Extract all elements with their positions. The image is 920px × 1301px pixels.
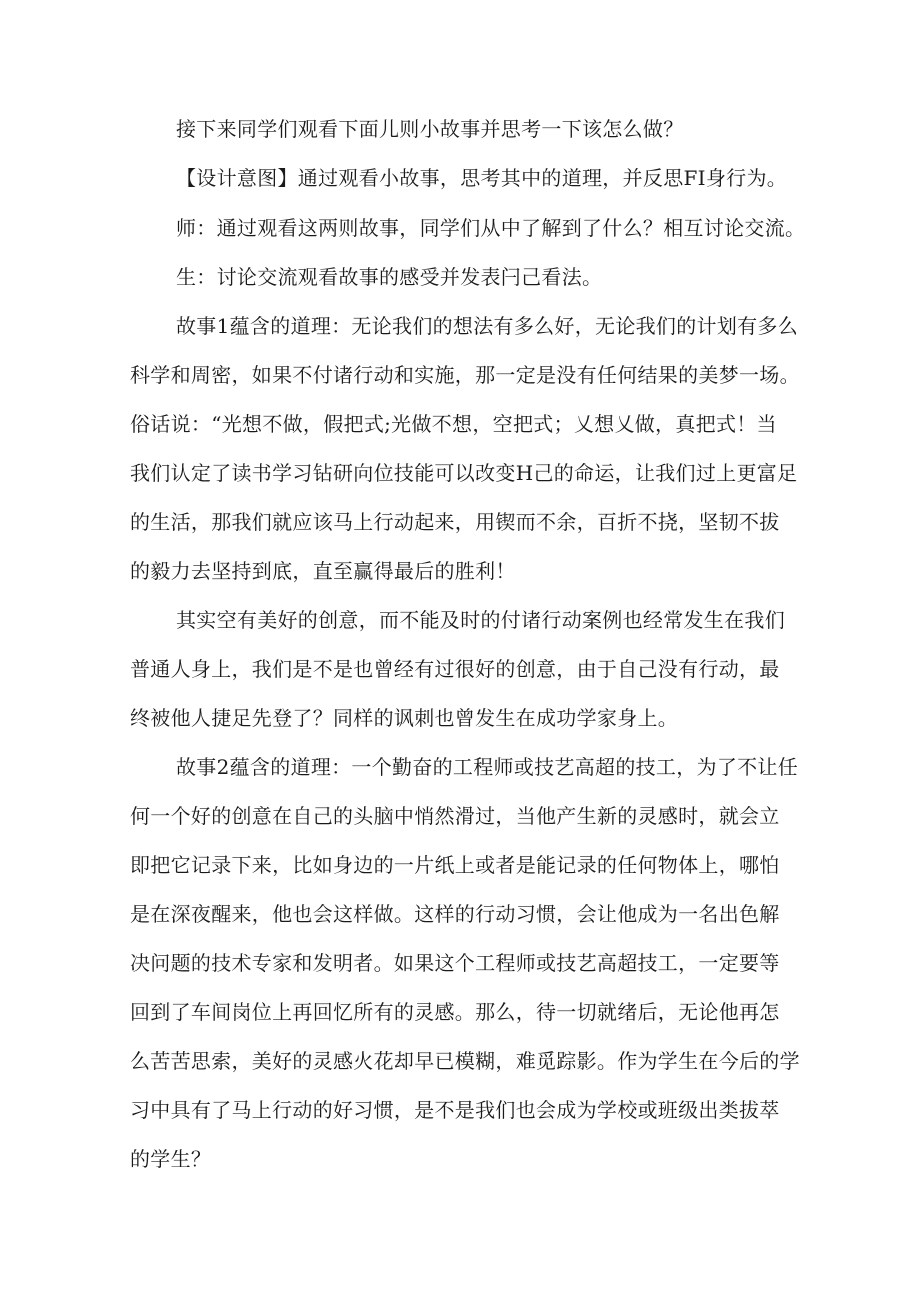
text-line: 故事2蕴含的道理：一个勤奋的工程师或技艺高超的技工，为了不让任	[176, 755, 799, 779]
paragraph-empty-ideas	[130, 596, 790, 743]
text-line: 其实空有美好的创意，而不能及时的付诸行动案例也经常发生在我们	[176, 608, 785, 632]
text-line: 普通人身上，我们是不是也曾经有过很好的创意，由于自己没有行动，最	[130, 657, 780, 681]
text-line: 俗话说：“光想不做，假把式;光做不想，空把式；乂想乂做，真把式！当	[130, 412, 777, 436]
text-line: 的学生？	[130, 1147, 212, 1171]
text-line: 么苦苦思索，美好的灵感火花却早已模糊，难觅踪影。作为学生在今后的学	[130, 1049, 800, 1073]
text-line: 的毅力去坚持到底，直至赢得最后的胜利！	[130, 559, 516, 583]
paragraph-story-1	[130, 302, 800, 596]
paragraph-teacher	[130, 204, 806, 253]
paragraph-story-2	[130, 743, 800, 1184]
paragraph-student	[130, 253, 790, 302]
text-line: 是在深夜醒来，他也会这样做。这样的行动习惯，会让他成为一名出色解	[130, 902, 780, 926]
text-line: 何一个好的创意在自己的头脑中悄然滑过，当他产生新的灵感时，就会立	[130, 804, 780, 828]
text-line: 即把它记录下来，比如身边的一片纸上或者是能记录的任何物体上，哪怕	[130, 853, 780, 877]
text-line: 决问题的技术专家和发明者。如果这个工程师或技艺高超技工，一定要等	[130, 951, 780, 975]
text-line: 回到了车间岗位上再回忆所有的灵感。那么，待一切就绪后，无论他再怎	[130, 1000, 780, 1024]
text-line: 终被他人捷足先登了？同样的讽刺也曾发生在成功学家身上。	[130, 706, 679, 730]
paragraph-intro	[130, 105, 790, 154]
text-line: 我们认定了读书学习钻研向位技能可以改变H己的命运，让我们过上更富足	[130, 461, 798, 485]
text-line: 习中具有了马上行动的好习惯，是不是我们也会成为学校或班级出类拔萃	[130, 1098, 780, 1122]
paragraph-design-intent	[130, 154, 790, 203]
text-line: 生：讨论交流观看故事的感受并发表闩己看法。	[176, 265, 603, 289]
text-line: 【设计意图】通过观看小故事，思考其中的道理，并反思FI身行为。	[176, 166, 788, 190]
text-line: 师：通过观看这两则故事，同学们从中了解到了什么？相互讨论交流。	[176, 216, 806, 240]
text-line: 接下来同学们观看下面儿则小故事并思考一下该怎么做？	[176, 117, 684, 141]
text-line: 故事1蕴含的道理：无论我们的想法有多么好，无论我们的计划有多么	[176, 314, 799, 338]
text-line: 科学和周密，如果不付诸行动和实施，那一定是没有任何结果的美梦一场。	[130, 363, 800, 387]
text-line: 的生活，那我们就应该马上行动起来，用锲而不余，百折不挠，坚韧不拔	[130, 510, 780, 534]
